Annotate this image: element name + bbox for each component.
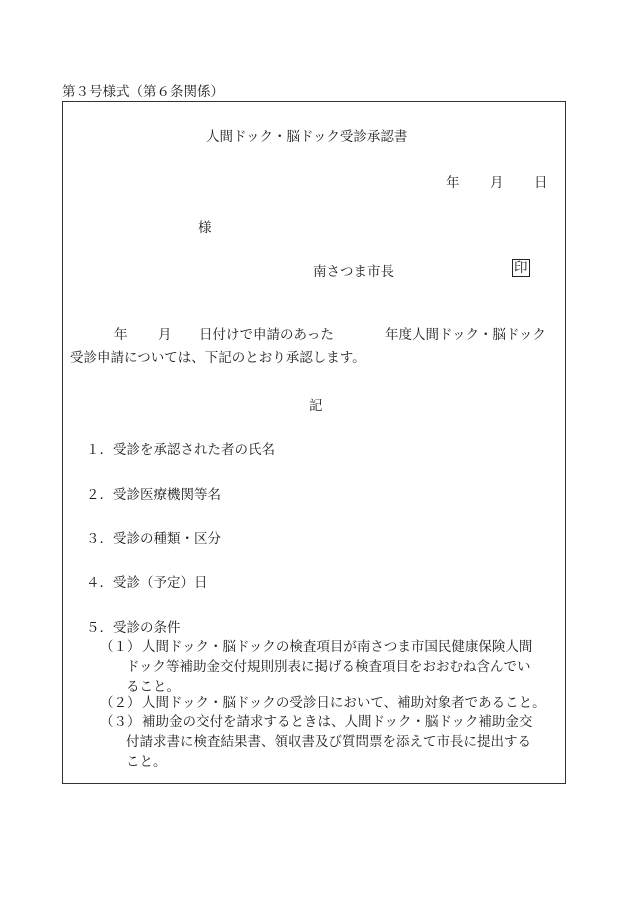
date-year-unit: 年	[446, 175, 460, 191]
document-title: 人間ドック・脳ドック受診承認書	[206, 129, 408, 145]
body-paragraph	[70, 324, 560, 370]
date-month-unit: 月	[490, 175, 504, 191]
condition-number: （３）	[100, 714, 141, 730]
condition-line: 人間ドック・脳ドックの検査項目が南さつま市国民健康保険人間	[142, 639, 533, 655]
body-line-2: 受診申請については、下記のとおり承認します。	[70, 350, 366, 366]
item-1: １．受診を承認された者の氏名	[86, 442, 275, 458]
issuer-name: 南さつま市長	[313, 264, 394, 280]
addressee-honorific: 様	[198, 220, 212, 236]
condition-text	[142, 693, 562, 713]
item-2: ２．受診医療機関等名	[86, 487, 221, 503]
condition-text	[126, 637, 562, 697]
condition-number: （２）	[100, 695, 141, 711]
condition-line: ること。	[126, 679, 180, 695]
seal-label: 印	[514, 260, 528, 276]
ki-label: 記	[309, 398, 323, 414]
body-text-b: 年度人間ドック・脳ドック	[385, 327, 546, 343]
condition-number: （１）	[100, 639, 141, 655]
condition-line: 人間ドック・脳ドックの受診日において、補助対象者であること。	[142, 695, 546, 711]
item-5: ５．受診の条件	[86, 620, 181, 636]
form-number: 第３号様式（第６条関係）	[62, 84, 224, 100]
body-month-unit: 月	[158, 327, 172, 343]
item-3: ３．受診の種類・区分	[86, 531, 221, 547]
condition-text	[126, 712, 562, 772]
condition-line: ドック等補助金交付規則別表に掲げる検査項目をおおむね含んでい	[126, 659, 531, 675]
item-4: ４．受診（予定）日	[86, 575, 208, 591]
body-year-unit: 年	[114, 327, 128, 343]
condition-line: 補助金の交付を請求するときは、人間ドック・脳ドック補助金交	[142, 714, 533, 730]
date-day-unit: 日	[534, 175, 548, 191]
condition-line: 付請求書に検査結果書、領収書及び質問票を添えて市長に提出する	[126, 734, 531, 750]
body-line-1	[70, 324, 560, 347]
body-text-a: 日付けで申請のあった	[199, 327, 334, 343]
condition-line: こと。	[126, 754, 167, 770]
seal-mark	[512, 259, 530, 277]
